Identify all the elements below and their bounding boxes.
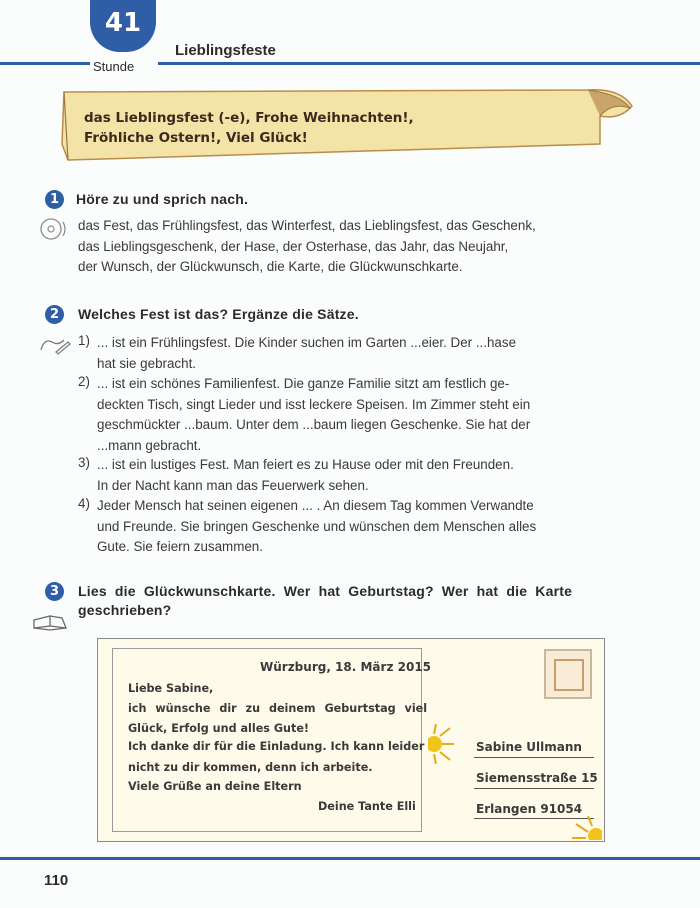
text-line: deckten Tisch, singt Lieder und isst leckere Speisen. Im Zimmer steht ein — [97, 396, 531, 412]
lesson-title: Lieblingsfeste — [175, 42, 276, 59]
address-line: Siemensstraße 15 — [476, 771, 598, 785]
text-line: geschmückter ...baum. Unter dem ...baum liegen Geschenke. Sie hat der — [97, 417, 531, 432]
text-line: das Lieblingsgeschenk, der Hase, der Osterhase, das Jahr, das Neujahr, — [78, 238, 509, 254]
postage-stamp — [544, 649, 592, 699]
sun-decoration-icon — [428, 724, 462, 764]
header-rule-left — [0, 62, 90, 65]
lesson-word: Stunde — [93, 59, 135, 74]
header-rule-right — [158, 62, 700, 65]
text-line: der Wunsch, der Glückwunsch, die Karte, die Glückwunschkarte. — [78, 259, 463, 274]
exercise-title: Höre zu und sprich nach. — [76, 191, 249, 207]
item-number: 2) — [78, 374, 90, 389]
exercise-2-item — [97, 374, 530, 456]
card-line: nicht zu dir kommen, denn ich arbeite. — [128, 761, 373, 774]
text-line: und Freunde. Sie bringen Geschenke und wünschen dem Menschen alles — [97, 518, 537, 534]
text-line: Gute. Sie feiern zusammen. — [97, 539, 263, 554]
exercise-title: Lies die Glückwunschkarte. Wer hat Geburtstag? Wer hat die Karte — [78, 583, 573, 599]
exercise-title-continued: geschrieben? — [78, 602, 172, 618]
vocabulary-box — [84, 108, 414, 148]
card-line: Viele Grüße an deine Eltern — [128, 780, 302, 793]
address-line: Erlangen 91054 — [476, 802, 583, 816]
exercise-2-item — [97, 496, 536, 558]
pencil-writing-icon — [38, 334, 72, 356]
text-line: ... ist ein Frühlingsfest. Die Kinder suchen im Garten ...eier. Der ...hase — [97, 335, 517, 350]
exercise-2-item — [97, 333, 516, 374]
open-book-icon — [32, 610, 70, 634]
text-line: Jeder Mensch hat seinen eigenen ... . An diesem Tag kommen Verwandte — [97, 498, 534, 513]
exercise-2-item — [97, 455, 514, 496]
sun-decoration-icon — [566, 814, 602, 840]
text-line: In der Nacht kann man das Feuerwerk sehen. — [97, 477, 369, 493]
address-rule — [474, 757, 594, 758]
item-number: 1) — [78, 333, 90, 348]
exercise-number: 1 — [45, 190, 64, 209]
text-line: ... ist ein lustiges Fest. Man feiert es zu Hause oder mit den Freunden. — [97, 457, 514, 472]
item-number: 3) — [78, 455, 90, 470]
exercise-1-text — [78, 216, 536, 278]
card-line: Glück, Erfolg und alles Gute! — [128, 722, 310, 735]
footer-rule — [0, 857, 700, 860]
exercise-title: Welches Fest ist das? Ergänze die Sätze. — [78, 306, 359, 322]
vocab-line: das Lieblingsfest (-e), Frohe Weihnachten!, — [84, 110, 414, 126]
page-number: 110 — [44, 872, 69, 889]
card-signature: Deine Tante Elli — [318, 800, 416, 813]
item-number: 4) — [78, 496, 90, 511]
card-line: Ich danke dir für die Einladung. Ich kann leider — [128, 740, 425, 753]
text-line: das Fest, das Frühlingsfest, das Winterfest, das Lieblingsfest, das Geschenk, — [78, 218, 536, 233]
exercise-number: 2 — [45, 305, 64, 324]
text-line: hat sie gebracht. — [97, 355, 197, 371]
text-line: ...mann gebracht. — [97, 437, 202, 453]
card-line: Liebe Sabine, — [128, 682, 214, 695]
card-date: Würzburg, 18. März 2015 — [260, 660, 432, 674]
lesson-number-badge: 41 — [90, 0, 156, 52]
address-line: Sabine Ullmann — [476, 740, 582, 754]
audio-cd-icon — [38, 216, 70, 242]
address-rule — [474, 788, 594, 789]
text-line: ... ist ein schönes Familienfest. Die ganze Familie sitzt am festlich ge- — [97, 376, 510, 391]
card-line: ich wünsche dir zu deinem Geburtstag viel — [128, 702, 428, 715]
exercise-number: 3 — [45, 582, 64, 601]
vocab-line: Fröhliche Ostern!, Viel Glück! — [84, 130, 308, 146]
